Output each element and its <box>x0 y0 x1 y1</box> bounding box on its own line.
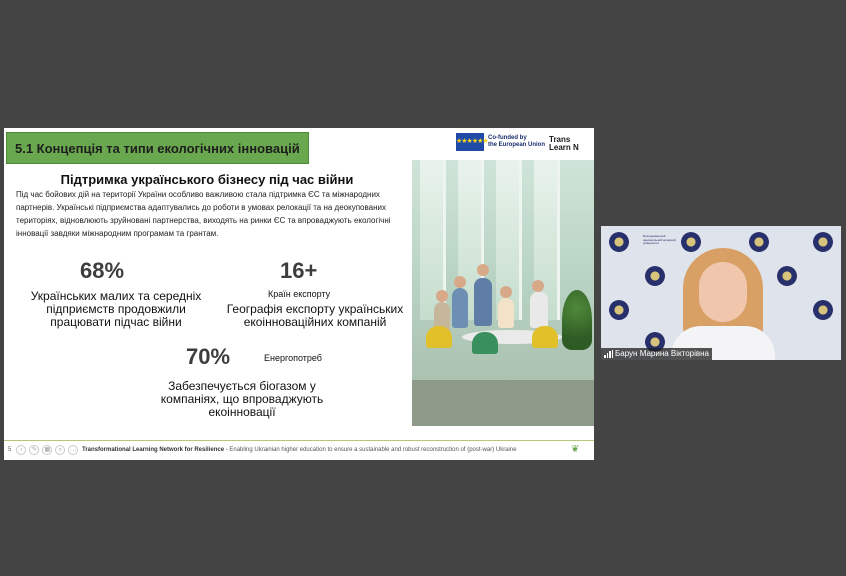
shared-slide <box>4 128 594 460</box>
stat-16-sublabel: Країн експорту <box>268 289 331 299</box>
stat-68-label: Українських малих та середніх підприємств продовжили працювати підчас війни <box>30 289 202 329</box>
zoom-icon[interactable]: ⌕ <box>55 445 65 455</box>
backdrop-caption: Білоцерківський національний аграрний університет <box>643 235 676 245</box>
stat-70-label: Забезпечується біогазом у компаніях, що впроваджують екоінновації <box>160 379 324 419</box>
section-tag: 5.1 Концепція та типи екологічних інновацій <box>6 132 309 164</box>
footer-caption <box>82 447 517 453</box>
university-seal-icon <box>813 300 833 320</box>
pen-icon[interactable]: ✎ <box>29 445 39 455</box>
university-seal-icon <box>681 232 701 252</box>
translearn-logo: Trans Learn N <box>549 135 579 152</box>
prev-slide-icon[interactable]: ‹ <box>16 445 26 455</box>
university-seal-icon <box>749 232 769 252</box>
slide-body-text: Під час бойових дій на території України особливо важливою стала підтримка ЄС та міжнародних партнерів. Українські підприємства адаптувались до роботи в умовах релокації та на деокупованих територіях, відновлюють зруйновані партнерства, виходять на ринки ЄС та впроваджують екологічні інновації завдяки міжнародним програмам та грантам. <box>16 190 391 238</box>
university-seal-icon <box>813 232 833 252</box>
participant-video-tile[interactable] <box>601 226 841 360</box>
eu-text-line-2: the European Union <box>488 142 545 148</box>
university-seal-icon <box>609 232 629 252</box>
page-number: 5 <box>8 447 12 453</box>
stat-70-sublabel: Енергопотреб <box>264 353 322 363</box>
slide-title: Підтримка українського бізнесу під час війни <box>60 172 354 187</box>
speaker-face <box>699 262 747 322</box>
eu-text-line-1: Co-funded by <box>488 135 527 141</box>
grid-icon[interactable]: ▦ <box>42 445 52 455</box>
participant-name: Барун Марина Вікторівна <box>615 349 709 358</box>
stat-70-value: 70% <box>186 344 231 369</box>
meeting-photo <box>412 160 594 426</box>
eu-flag-icon: ★★★★★★ <box>456 133 484 151</box>
university-seal-icon <box>777 266 797 286</box>
university-seal-icon <box>609 300 629 320</box>
stat-68-value: 68% <box>80 258 125 283</box>
slide-controls <box>8 445 78 455</box>
slide-footer <box>4 440 594 460</box>
stat-16-label: Географія експорту українських екоінноваційних компаній <box>226 302 404 329</box>
participant-name-bar <box>601 348 712 360</box>
eu-cofunded-logo <box>456 133 545 151</box>
leaf-icon: ❦ <box>571 444 580 455</box>
stat-16-value: 16+ <box>280 258 318 283</box>
footer-tagline: - Enabling Ukrainian higher education to ensure a sustainable and robust reconstruction of (post-war) Ukraine <box>224 447 517 453</box>
footer-network-name: Transformational Learning Network for Resilience <box>82 447 225 453</box>
signal-strength-icon <box>604 350 613 358</box>
university-seal-icon <box>645 266 665 286</box>
more-icon[interactable]: … <box>70 447 77 453</box>
